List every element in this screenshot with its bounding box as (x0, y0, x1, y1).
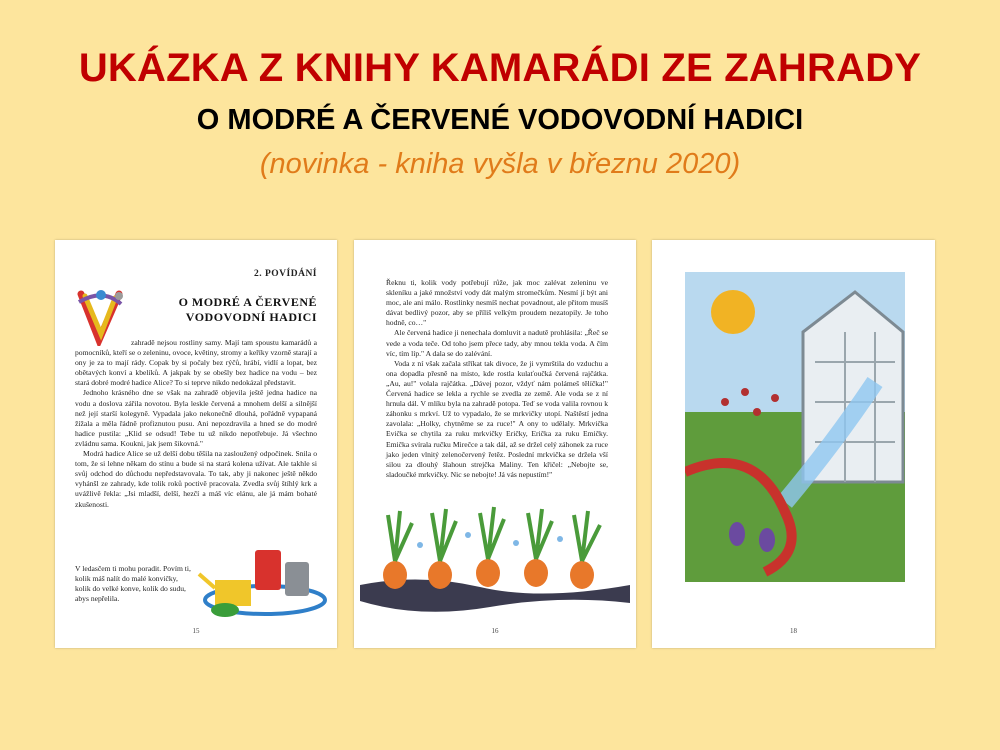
chapter-number: 2. POVÍDÁNÍ (253, 269, 317, 279)
page-subtitle: O MODRÉ A ČERVENÉ VODOVODNÍ HADICI (196, 104, 804, 136)
greenhouse-hose-illustration (685, 272, 905, 582)
page-number: 18 (790, 627, 797, 635)
book-page-18 (652, 240, 935, 648)
book-page-15 (55, 240, 337, 648)
paragraph: Řeknu ti, kolik vody potřebují růže, jak moc zalévat zeleninu ve skleníku a jaké množství vody dát malým stromečkům. Nesmí jí být ani moc, ale ani málo. Rostlinky nesmíš nechat povadnout, ale přitom musíš dávat bedlivý pozor, aby se příliš velkým proudem nezatopily. Je toho hodně, co…" (386, 278, 608, 328)
paragraph: V ledasčem ti mohu poradit. Povím ti, kolik máš nalít do malé konvičky, kolik do velké konve, kolik do sudu, abys nepřelila. (75, 564, 191, 604)
paragraph: Voda z ní však začala stříkat tak divoce, že ji vymrštila do vzduchu a ona dopadla přesně na místo, kde rostla kulaťoučká červená rajčátka. „Au, au!" volala rajčátka. „Dávej pozor, vždyť nám polámeš tělíčka!" Červená hadice se lekla a rychle se zvedla ze země. Ale voda se z ní hrnula dál. V mlíku byla na zahradě potopa. Teď se voda valila rovnou k záhonku s mrkví. Už to vypadalo, že se mrkvičky utopí. Naštěstí jedna zavolala: „Holky, chytněme se za ruce!" A ony to udělaly. Mrkvička Evička se chytila za ruku mrkvičky Eričky, Erička za ruku Emičky. Emička svírala ručku Mirečce a tak dál, až se držel celý záhonek za ruce jako jeden vlnitý zelenočervený řetěz. Poslední mrkvička se držela vší silou za dlouhý šlahoun strejčka Maliny. Ten křičel: „Nebojte se, sladoučké mrkvičky. Nic se nebojte! Já vás nepustím!" (386, 358, 608, 479)
page-16-text (386, 278, 608, 480)
page-number: 16 (491, 627, 499, 635)
paragraph: Ale červená hadice ji nenechala domluvit a nadutě prohlásila: „Řeč se vede a voda teče. Od toho jsem přece tady, aby mnou tekla voda. A čím víc, tím líp." A dala se do zalévání. (386, 328, 608, 358)
release-note: (novinka - kniha vyšla v březnu 2020) (259, 148, 741, 180)
watering-cans-illustration (195, 540, 335, 620)
page-title: UKÁZKA Z KNIHY KAMARÁDI ZE ZAHRADY (78, 46, 922, 90)
paragraph: zahradě nejsou rostliny samy. Mají tam spoustu kamarádů a pomocníků, kteří se o zeleninu, ovoce, květiny, stromy a keříky vzorně starají a ony je za to mají rády. Copak by si počaly bez rýčů, hrábí, vidlí a lopat, bez obětavých konví a kbelíků. A jakpak by se obešly bez hadice na vodu – bez stará dobré modré hadice Alice? To si teprve nikdo nedokázal představit. (75, 338, 317, 388)
page-number: 15 (192, 627, 200, 635)
book-page-16 (354, 240, 636, 648)
paragraph: Modrá hadice Alice se už delší dobu těšila na zasloužený odpočinek. Snila o tom, že si lehne někam do stínu a bude si na stará kolena užívat. Ale takhle si svůj odchod do důchodu nepředstavovala. To tak, aby ji nakonec ještě někdo vyhánšl ze zahrady, kde tolik roků poctivě pracovala. Zvedla svůj štíhlý krk a uvážlivě řekla: „Jsi mladší, delší, hezčí a máš víc elánu, ale já mám bohaté zkušenosti. (75, 449, 317, 509)
page-15-text (75, 338, 317, 510)
chapter-title: O MODRÉ A ČERVENÉ VODOVODNÍ HADICI (178, 295, 317, 324)
page-15-text-end (75, 564, 195, 604)
carrots-illustration (360, 495, 630, 620)
paragraph: Jednoho krásného dne se však na zahradě objevila ještě jedna hadice na vodu a doslova zářila novotou. Byla leskle červená a mnohem delší a silnější než její starší kolegyně. Vypadala jako nekonečně dlouhá, pořádně vypapaná žížala a měla řádně profiznutou pusu. Ani nepozdravila a hned se do modré hadice pustila: „Klid se odsud! Tebe tu už nikdo nepotřebuje. Já všechno zvládnu sama. Koukni, jak jsem šikovná." (75, 388, 317, 448)
